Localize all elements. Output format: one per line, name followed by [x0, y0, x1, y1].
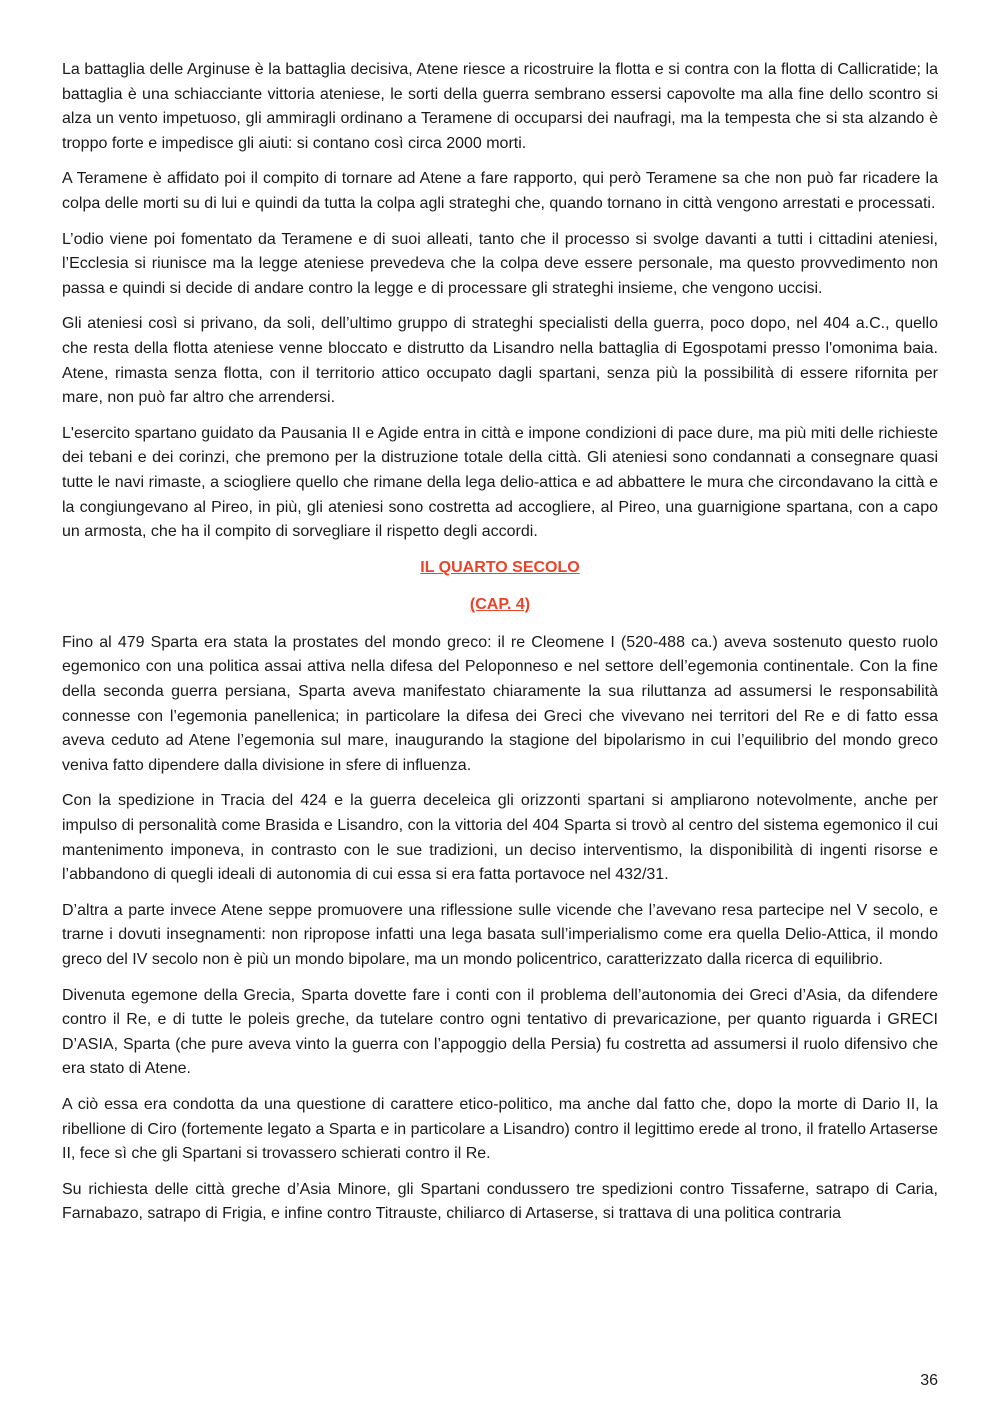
paragraph-athens-reflection: D’altra a parte invece Atene seppe promuovere una riflessione sulle vicende che l’avevano resa partecipe nel V secolo, e trarne i dovuti insegnamenti: non ripropose infatti una lega basata sull’imperialismo come era quella Delio-Attica, il mondo greco del IV secolo non è più un mondo bipolare, ma un mondo policentrico, caratterizzato dalla ricerca di equilibrio. [62, 901, 938, 968]
paragraph-peace-terms: L'esercito spartano guidato da Pausania II e Agide entra in città e impone condizioni di pace dure, ma più miti delle richieste dei tebani e dei corinzi, che premono per la distruzione totale della città. Gli ateniesi sono condannati a consegnare quasi tutte le navi rimaste, a sciogliere quello che rimane della lega delio-attica e ad abbattere le mura che circondavano la città e la congiungevano al Pireo, in più, gli ateniesi sono costretta ad accogliere, al Pireo, una guarnigione spartana, con a capo un armosta, che ha il compito di sorvegliare il rispetto degli accordi. [62, 424, 938, 541]
paragraph-trial: L’odio viene poi fomentato da Teramene e di suoi alleati, tanto che il processo si svolge davanti a tutti i cittadini ateniesi, l’Ecclesia si riunisce ma la legge ateniese prevedeva che la colpa deve essere personale, ma questo provvedimento non passa e quindi si decide di andare contro la legge e di processare gli strateghi insieme, che vengono uccisi. [62, 230, 938, 297]
page-number: 36 [920, 1372, 938, 1389]
paragraph-egospotami: Gli ateniesi così si privano, da soli, dell’ultimo gruppo di strateghi specialisti della guerra, poco dopo, nel 404 a.C., quello che resta della flotta ateniese venne bloccato e distrutto da Lisandro nella battaglia di Egospotami presso l'omonima baia. Atene, rimasta senza flotta, con il territorio attico occupato dagli spartani, senza più la possibilità di essere rifornita per mare, non può far altro che arrendersi. [62, 315, 938, 407]
paragraph-teramene-report: A Teramene è affidato poi il compito di tornare ad Atene a fare rapporto, qui però Teramene sa che non può far ricadere la colpa delle morti su di lui e quindi da tutta la colpa agli strateghi che, quando tornano in città vengono arrestati e processati. [62, 170, 938, 212]
paragraph-arginuse: La battaglia delle Arginuse è la battaglia decisiva, Atene riesce a ricostruire la flotta e si contra con la flotta di Callicratide; la battaglia è una schiacciante vittoria ateniese, le sorti della guerra sembrano essersi capovolte ma alla fine dello scontro si alza un vento impetuoso, gli ammiragli ordinano a Teramene di occuparsi dei naufragi, ma la tempesta che si sta alzando è troppo forte e impedisce gli aiuti: si contano così circa 2000 morti. [62, 61, 938, 152]
paragraph-ciro-rebellion: A ciò essa era condotta da una questione di carattere etico-politico, ma anche dal fatto che, dopo la morte di Dario II, la ribellione di Ciro (fortemente legato a Sparta e in particolare a Lisandro) contro il legittimo erede al trono, il fratello Artaserse II, fece sì che gli Spartani si trovassero schierati contro il Re. [62, 1095, 938, 1163]
section-subtitle: (CAP. 4) [469, 596, 531, 614]
section-title: IL QUARTO SECOLO [420, 558, 580, 576]
paragraph-greeks-of-asia: Divenuta egemone della Grecia, Sparta dovette fare i conti con il problema dell’autonomia dei Greci d’Asia, da difendere contro il Re, e di tutte le poleis greche, da tutelare contro ogni tentativo di prevaricazione, per quanto riguarda i GRECI D’ASIA, Sparta (che pure aveva vinto la guerra con l’appoggio della Persia) fu costretta ad assumersi il ruolo difensivo che era stato di Atene. [62, 986, 938, 1078]
paragraph-tracia-expedition: Con la spedizione in Tracia del 424 e la guerra deceleica gli orizzonti spartani si ampliarono notevolmente, anche per impulso di personalità come Brasida e Lisandro, con la vittoria del 404 Sparta si trovò al centro del sistema egemonico il cui mantenimento imponeva, in contrasto con le sue tradizioni, un deciso interventismo, la disponibilità di ingenti risorse e l’abbandono di quegli ideali di autonomia di cui essa si era fatta portavoce nel 432/31. [62, 792, 938, 884]
paragraph-sparta-prostates: Fino al 479 Sparta era stata la prostates del mondo greco: il re Cleomene I (520-488 ca.) aveva sostenuto questo ruolo egemonico con una politica assai attiva nella difesa del Peloponneso e nel settore dell’egemonia continentale. Con la fine della seconda guerra persiana, Sparta aveva manifestato chiaramente la sua riluttanza ad assumersi le responsabilità connesse con l’egemonia panellenica; in particolare la difesa dei Greci che vivevano nei territori del Re e di fatto essa aveva ceduto ad Atene l’egemonia sul mare, inaugurando la stagione del bipolarismo in cui l’equilibrio del mondo greco veniva fatto dipendere dalla divisione in sfere di influenza. [62, 633, 938, 774]
paragraph-spartan-expeditions: Su richiesta delle città greche d’Asia Minore, gli Spartani condussero tre spedizioni contro Tissaferne, satrapo di Caria, Farnabazo, satrapo di Frigia, e infine contro Titrauste, chiliarco di Artaserse, si trattava di una politica contraria [62, 1180, 938, 1223]
